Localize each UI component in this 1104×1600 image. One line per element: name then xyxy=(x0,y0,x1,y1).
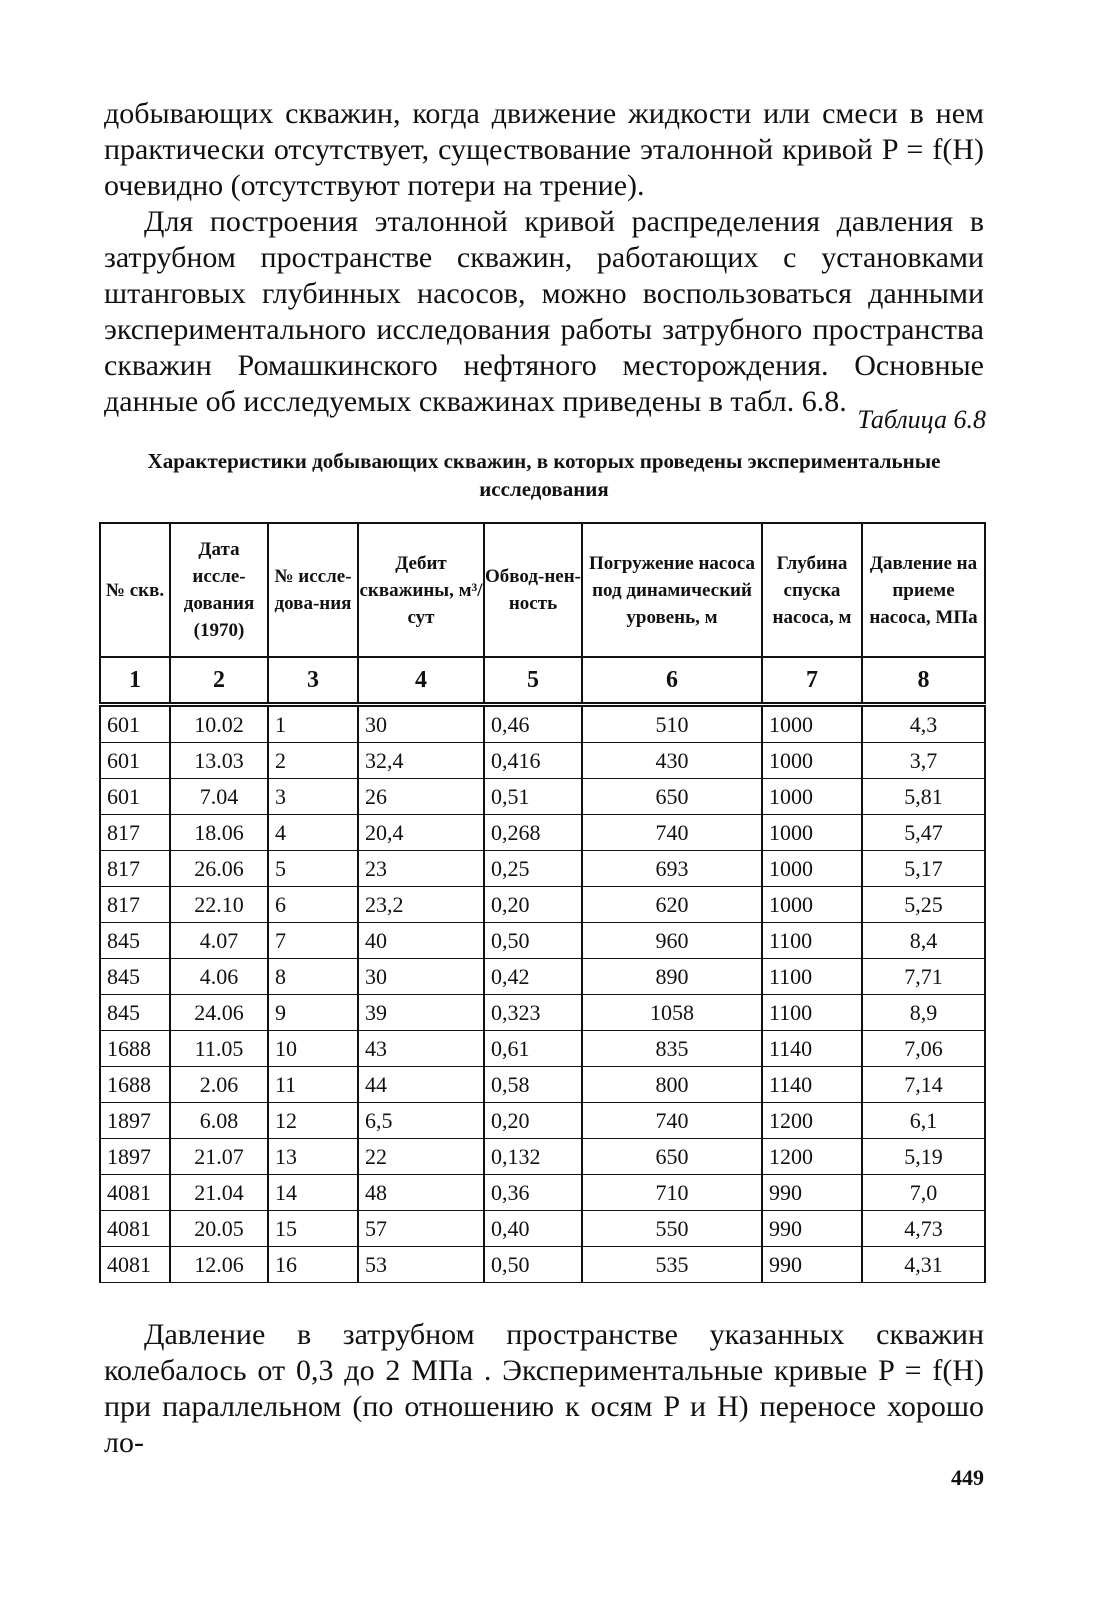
table-cell: 1000 xyxy=(762,779,862,815)
header-row xyxy=(100,523,985,657)
table-cell: 1000 xyxy=(762,705,862,743)
paragraph-2: Для построения эталонной кривой распределения давления в затрубном пространстве скважин, работающих с установками штанговых глубинных насосов, можно воспользоваться данными экспериментального исследования работы затрубного пространства скважин Ромашкинского нефтяного месторождения. Основные данные об исследуемых скважинах приведены в табл. 6.8. xyxy=(104,205,984,418)
table-cell: 0,46 xyxy=(484,705,582,743)
table-cell: 8 xyxy=(268,959,358,995)
table-cell: 7,71 xyxy=(862,959,985,995)
table-cell: 1140 xyxy=(762,1031,862,1067)
table-cell: 650 xyxy=(582,779,762,815)
table-cell: 4081 xyxy=(100,1175,170,1211)
table-cell: 620 xyxy=(582,887,762,923)
column-number: 1 xyxy=(100,657,170,705)
table-cell: 0,268 xyxy=(484,815,582,851)
table-row xyxy=(100,923,985,959)
table-cell: 4.06 xyxy=(170,959,268,995)
table-cell: 535 xyxy=(582,1247,762,1283)
table-cell: 13.03 xyxy=(170,743,268,779)
table-cell: 11 xyxy=(268,1067,358,1103)
table-cell: 601 xyxy=(100,743,170,779)
table-cell: 1688 xyxy=(100,1031,170,1067)
table-cell: 835 xyxy=(582,1031,762,1067)
table-cell: 2 xyxy=(268,743,358,779)
table-cell: 1100 xyxy=(762,923,862,959)
table-cell: 845 xyxy=(100,923,170,959)
table-row xyxy=(100,887,985,923)
table-cell: 22.10 xyxy=(170,887,268,923)
header-cell: Дебит скважины, м³/сут xyxy=(358,523,484,657)
table-cell: 20.05 xyxy=(170,1211,268,1247)
table-cell: 0,323 xyxy=(484,995,582,1031)
table-cell: 39 xyxy=(358,995,484,1031)
table-cell: 7,14 xyxy=(862,1067,985,1103)
table-cell: 12 xyxy=(268,1103,358,1139)
table-cell: 890 xyxy=(582,959,762,995)
table-cell: 1000 xyxy=(762,851,862,887)
table-body xyxy=(100,705,985,1283)
table-cell: 7.04 xyxy=(170,779,268,815)
table-cell: 8,4 xyxy=(862,923,985,959)
table-cell: 0,20 xyxy=(484,887,582,923)
paragraph-1: добывающих скважин, когда движение жидкости или смеси в нем практически отсутствует, существование эталонной кривой P = f(H) очевидно (отсутствуют потери на трение). xyxy=(104,97,984,202)
table-cell: 6,1 xyxy=(862,1103,985,1139)
header-cell: Глубина спуска насоса, м xyxy=(762,523,862,657)
header-cell: Погружение насоса под динамический уровень, м xyxy=(582,523,762,657)
header-cell: Давление на приеме насоса, МПа xyxy=(862,523,985,657)
column-number: 7 xyxy=(762,657,862,705)
table-cell: 800 xyxy=(582,1067,762,1103)
table-cell: 740 xyxy=(582,815,762,851)
table-cell: 601 xyxy=(100,705,170,743)
table-cell: 0,51 xyxy=(484,779,582,815)
table-cell: 5,17 xyxy=(862,851,985,887)
table-row xyxy=(100,995,985,1031)
table-cell: 0,50 xyxy=(484,1247,582,1283)
table-cell: 3 xyxy=(268,779,358,815)
table-cell: 817 xyxy=(100,851,170,887)
wells-table xyxy=(99,522,986,1283)
table-row xyxy=(100,959,985,995)
header-cell: № скв. xyxy=(100,523,170,657)
table-cell: 990 xyxy=(762,1247,862,1283)
table-cell: 48 xyxy=(358,1175,484,1211)
table-cell: 550 xyxy=(582,1211,762,1247)
table-cell: 32,4 xyxy=(358,743,484,779)
table-cell: 710 xyxy=(582,1175,762,1211)
table-cell: 1100 xyxy=(762,959,862,995)
table-cell: 4,3 xyxy=(862,705,985,743)
header-cell: Дата иссле-дования (1970) xyxy=(170,523,268,657)
table-cell: 4 xyxy=(268,815,358,851)
table-cell: 601 xyxy=(100,779,170,815)
page-number: 449 xyxy=(951,1465,984,1490)
table-cell: 12.06 xyxy=(170,1247,268,1283)
table-cell: 650 xyxy=(582,1139,762,1175)
table-row xyxy=(100,1211,985,1247)
table-cell: 6 xyxy=(268,887,358,923)
column-number: 2 xyxy=(170,657,268,705)
table-cell: 4.07 xyxy=(170,923,268,959)
table-cell: 16 xyxy=(268,1247,358,1283)
table-cell: 23 xyxy=(358,851,484,887)
table-cell: 21.07 xyxy=(170,1139,268,1175)
table-row xyxy=(100,851,985,887)
table-cell: 4,31 xyxy=(862,1247,985,1283)
table-cell: 5 xyxy=(268,851,358,887)
table-cell: 0,61 xyxy=(484,1031,582,1067)
table-cell: 30 xyxy=(358,959,484,995)
table-cell: 24.06 xyxy=(170,995,268,1031)
table-cell: 7 xyxy=(268,923,358,959)
table-cell: 0,416 xyxy=(484,743,582,779)
table-cell: 10.02 xyxy=(170,705,268,743)
table-cell: 57 xyxy=(358,1211,484,1247)
table-cell: 1897 xyxy=(100,1139,170,1175)
table-cell: 43 xyxy=(358,1031,484,1067)
column-number: 5 xyxy=(484,657,582,705)
table-cell: 0,40 xyxy=(484,1211,582,1247)
table-cell: 1058 xyxy=(582,995,762,1031)
table-cell: 8,9 xyxy=(862,995,985,1031)
column-number: 3 xyxy=(268,657,358,705)
table-number: Таблица 6.8 xyxy=(857,405,986,434)
table-cell: 0,42 xyxy=(484,959,582,995)
table-cell: 30 xyxy=(358,705,484,743)
table-cell: 23,2 xyxy=(358,887,484,923)
table-row xyxy=(100,1031,985,1067)
table-cell: 26.06 xyxy=(170,851,268,887)
table-cell: 2.06 xyxy=(170,1067,268,1103)
table-cell: 0,132 xyxy=(484,1139,582,1175)
table-cell: 845 xyxy=(100,995,170,1031)
table-cell: 11.05 xyxy=(170,1031,268,1067)
table-cell: 22 xyxy=(358,1139,484,1175)
table-cell: 510 xyxy=(582,705,762,743)
table-cell: 6.08 xyxy=(170,1103,268,1139)
table-row xyxy=(100,1067,985,1103)
table-cell: 26 xyxy=(358,779,484,815)
table-cell: 430 xyxy=(582,743,762,779)
table-cell: 0,50 xyxy=(484,923,582,959)
table-cell: 7,0 xyxy=(862,1175,985,1211)
table-row xyxy=(100,815,985,851)
table-cell: 1140 xyxy=(762,1067,862,1103)
table-cell: 1200 xyxy=(762,1103,862,1139)
table-row xyxy=(100,1139,985,1175)
table-cell: 693 xyxy=(582,851,762,887)
header-cell: Обвод-нен-ность xyxy=(484,523,582,657)
table-cell: 1 xyxy=(268,705,358,743)
table-cell: 0,20 xyxy=(484,1103,582,1139)
table-cell: 1100 xyxy=(762,995,862,1031)
table-cell: 1000 xyxy=(762,815,862,851)
table-row xyxy=(100,1175,985,1211)
table-cell: 817 xyxy=(100,815,170,851)
table-cell: 5,81 xyxy=(862,779,985,815)
table-cell: 53 xyxy=(358,1247,484,1283)
table-row xyxy=(100,1103,985,1139)
table-cell: 1897 xyxy=(100,1103,170,1139)
table-row xyxy=(100,705,985,743)
table-cell: 40 xyxy=(358,923,484,959)
header-cell: № иссле-дова-ния xyxy=(268,523,358,657)
table-cell: 3,7 xyxy=(862,743,985,779)
table-cell: 20,4 xyxy=(358,815,484,851)
table-cell: 990 xyxy=(762,1175,862,1211)
table-cell: 18.06 xyxy=(170,815,268,851)
table-cell: 5,47 xyxy=(862,815,985,851)
table-cell: 4081 xyxy=(100,1247,170,1283)
table-cell: 990 xyxy=(762,1211,862,1247)
table-cell: 21.04 xyxy=(170,1175,268,1211)
table-row xyxy=(100,743,985,779)
table-cell: 845 xyxy=(100,959,170,995)
table-cell: 6,5 xyxy=(358,1103,484,1139)
table-cell: 0,58 xyxy=(484,1067,582,1103)
table-cell: 1688 xyxy=(100,1067,170,1103)
column-number: 8 xyxy=(862,657,985,705)
table-cell: 1000 xyxy=(762,743,862,779)
table-cell: 4,73 xyxy=(862,1211,985,1247)
paragraph-3: Давление в затрубном пространстве указанных скважин колебалось от 0,3 до 2 МПа . Экспериментальные кривые P = f(H) при параллельном (по отношению к осям P и H) переносе хорошо ло- xyxy=(104,1318,984,1459)
table-cell: 1000 xyxy=(762,887,862,923)
table-cell: 5,19 xyxy=(862,1139,985,1175)
table-cell: 960 xyxy=(582,923,762,959)
table-cell: 4081 xyxy=(100,1211,170,1247)
table-row xyxy=(100,779,985,815)
column-number-row xyxy=(100,657,985,705)
table-cell: 10 xyxy=(268,1031,358,1067)
table-cell: 44 xyxy=(358,1067,484,1103)
table-cell: 13 xyxy=(268,1139,358,1175)
table-cell: 0,36 xyxy=(484,1175,582,1211)
table-cell: 15 xyxy=(268,1211,358,1247)
table-cell: 9 xyxy=(268,995,358,1031)
table-cell: 14 xyxy=(268,1175,358,1211)
table-caption: Характеристики добывающих скважин, в которых проведены экспериментальные исследования xyxy=(147,449,941,501)
table-cell: 1200 xyxy=(762,1139,862,1175)
table-cell: 5,25 xyxy=(862,887,985,923)
table-cell: 7,06 xyxy=(862,1031,985,1067)
table-row xyxy=(100,1247,985,1283)
column-number: 4 xyxy=(358,657,484,705)
column-number: 6 xyxy=(582,657,762,705)
table-cell: 0,25 xyxy=(484,851,582,887)
table-cell: 740 xyxy=(582,1103,762,1139)
table-cell: 817 xyxy=(100,887,170,923)
